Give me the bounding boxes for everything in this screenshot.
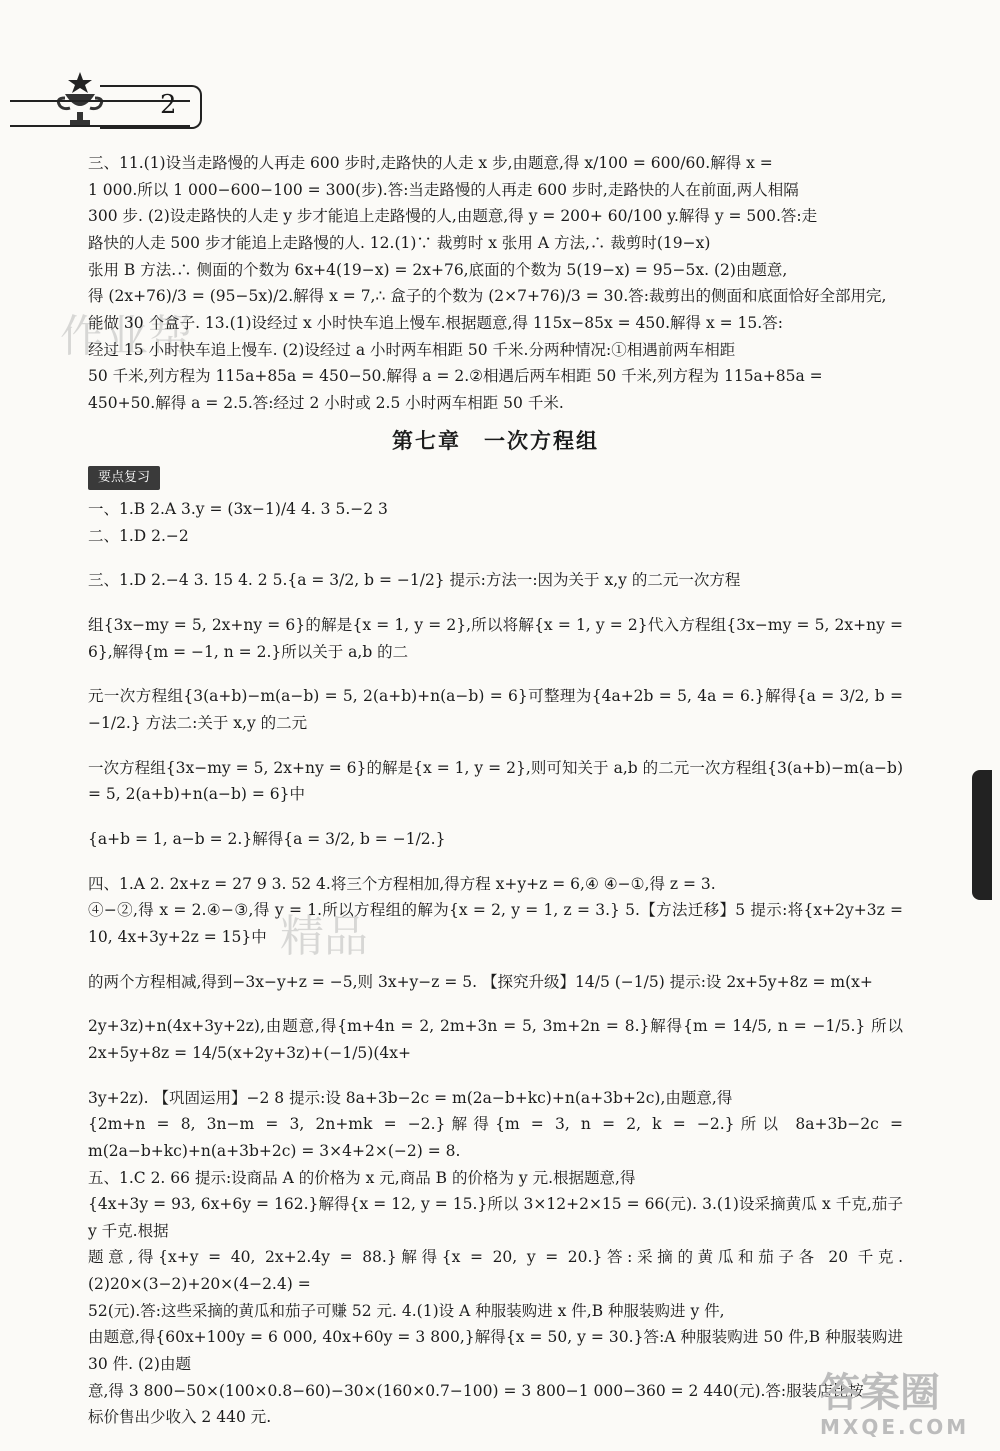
text-line: 一、1.B 2.A 3.y = (3x−1)/4 4. 3 5.−2 3 [88,500,388,519]
section-chapter6-answers [88,150,903,417]
text-line: 四、1.A 2. 2x+z = 27 9 3. 52 4.将三个方程相加,得方程 x+y+z = 6,④ ④−①,得 z = 3. [88,874,716,893]
text-line: 一次方程组{3x−my = 5, 2x+ny = 6}的解是{x = 1, y = 2},则可知关于 a,b 的二元一次方程组{3(a+b)−m(a−b) = 5, 2(a+b)+n(a−b) = 6}中 [88,758,903,804]
text-line: 3y+2z). 【巩固运用】−2 8 提示:设 8a+3b−2c = m(2a−b+kc)+n(a+3b+2c),由题意,得 [88,1088,733,1107]
text-line: 张用 B 方法.∴ 侧面的个数为 6x+4(19−x) = 2x+76,底面的个数为 5(19−x) = 95−5x. (2)由题意, [88,260,788,279]
text-line: 得 (2x+76)/3 = (95−5x)/2.解得 x = 7,∴ 盒子的个数为 (2×7+76)/3 = 30.答:裁剪出的侧面和底面恰好全部用完, [88,287,887,306]
text-line: 300 步. (2)设走路快的人走 y 步才能追上走路慢的人,由题意,得 y = 200+ 60/100 y.解得 y = 500.答:走 [88,207,818,226]
page-header [10,70,200,130]
text-line: 意,得 3 800−50×(100×0.8−60)−30×(160×0.7−100) = 3 800−1 000−360 = 2 440(元).答:服装店比按 [88,1381,864,1400]
section-badge: 要点复习 [88,466,160,490]
text-line: 的两个方程相减,得到−3x−y+z = −5,则 3x+y−z = 5. 【探究升级】14/5 (−1/5) 提示:设 2x+5y+8z = m(x+ [88,972,873,991]
text-line: 52(元).答:这些采摘的黄瓜和茄子可赚 52 元. 4.(1)设 A 种服装购进 x 件,B 种服装购进 y 件, [88,1301,725,1320]
text-line: 2y+3z)+n(4x+3y+2z),由题意,得{m+4n = 2, 2m+3n = 5, 3m+2n = 8.}解得{m = 14/5, n = −1/5.} 所以 2x+5y+8z = 14/5(x+2y+3z)+(−1/5)(4x+ [88,1017,903,1062]
text-line: 450+50.解得 a = 2.5.答:经过 2 小时或 2.5 小时两车相距 50 千米. [88,393,564,412]
chapter-title: 第七章 一次方程组 [392,428,599,453]
section-chapter7-answers [88,496,903,1431]
text-line: 50 千米,列方程为 115a+85a = 450−50.解得 a = 2.②相遇后两车相距 50 千米,列方程为 115a+85a = [88,367,823,386]
answer-content [88,150,903,1431]
text-line: {2m+n = 8, 3n−m = 3, 2n+mk = −2.}解得{m = 3, n = 2, k = −2.}所以 8a+3b−2c = m(2a−b+kc)+n(a+3b+2c) = 3×4+2×(−2) = 8. [88,1115,903,1160]
text-line: 五、1.C 2. 66 提示:设商品 A 的价格为 x 元,商品 B 的价格为 y 元.根据题意,得 [88,1168,636,1187]
page-number-tab [100,85,202,129]
text-line: 三、1.D 2.−4 3. 15 4. 2 5.{a = 3/2, b = −1/2} 提示:方法一:因为关于 x,y 的二元一次方程 [88,571,741,590]
text-line: 元一次方程组{3(a+b)−m(a−b) = 5, 2(a+b)+n(a−b) = 6}可整理为{4a+2b = 5, 4a = 6.}解得{a = 3/2, b = −1/2.} 方法二:关于 x,y 的二元 [88,687,903,732]
faint-watermark-2: 精品 [280,911,368,962]
text-line: 路快的人走 500 步才能追上走路慢的人. 12.(1)∵ 裁剪时 x 张用 A 方法,∴ 裁剪时(19−x) [88,233,711,252]
watermark-domain: MXQE.COM [820,1415,970,1439]
text-line: 1 000.所以 1 000−600−100 = 300(步).答:当走路慢的人再走 600 步时,走路快的人在前面,两人相隔 [88,180,799,199]
text-line: 组{3x−my = 5, 2x+ny = 6}的解是{x = 1, y = 2},所以将解{x = 1, y = 2}代入方程组{3x−my = 5, 2x+ny = 6},解得{m = −1, n = 2.}所以关于 a,b 的二 [88,616,903,661]
text-line: 三、11.(1)设当走路慢的人再走 600 步时,走路快的人走 x 步,由题意,得 x/100 = 600/60.解得 x = [88,154,773,172]
text-line: ④−②,得 x = 2.④−③,得 y = 1.所以方程组的解为{x = 2, y = 1, z = 3.} 5.【方法迁移】5 提示:将{x+2y+3z = 10, 4x+3y+2z = 15}中 [88,901,903,946]
text-line: 题意,得{x+y = 40, 2x+2.4y = 88.}解得{x = 20, y = 20.}答:采摘的黄瓜和茄子各 20 千克. (2)20×(3−2)+20×(4−2.4) = [88,1248,903,1294]
text-line: 由题意,得{60x+100y = 6 000, 40x+60y = 3 800,}解得{x = 50, y = 30.}答:A 种服装购进 50 件,B 种服装购进 30 件. (2)由题 [88,1328,903,1374]
page-number: 2 [160,90,177,120]
text-line: 二、1.D 2.−2 [88,526,189,545]
text-line: 标价售出少收入 2 440 元. [88,1408,272,1427]
text-line: {a+b = 1, a−b = 2.}解得{a = 3/2, b = −1/2.} [88,829,446,848]
watermark-logo-text: 答案圈 [820,1370,940,1416]
site-watermark [820,1371,980,1441]
text-line: {4x+3y = 93, 6x+6y = 162.}解得{x = 12, y = 15.}所以 3×12+2×15 = 66(元). 3.(1)设采摘黄瓜 x 千克,茄子 y 千克.根据 [88,1195,903,1240]
page-edge-mark [972,770,992,900]
text-line: 能做 30 个盒子. 13.(1)设经过 x 小时快车追上慢车.根据题意,得 115x−85x = 450.解得 x = 15.答: [88,313,783,332]
text-line: 经过 15 小时快车追上慢车. (2)设经过 a 小时两车相距 50 千米.分两种情况:①相遇前两车相距 [88,340,736,359]
faint-watermark-1: 作业帮 [60,311,192,362]
